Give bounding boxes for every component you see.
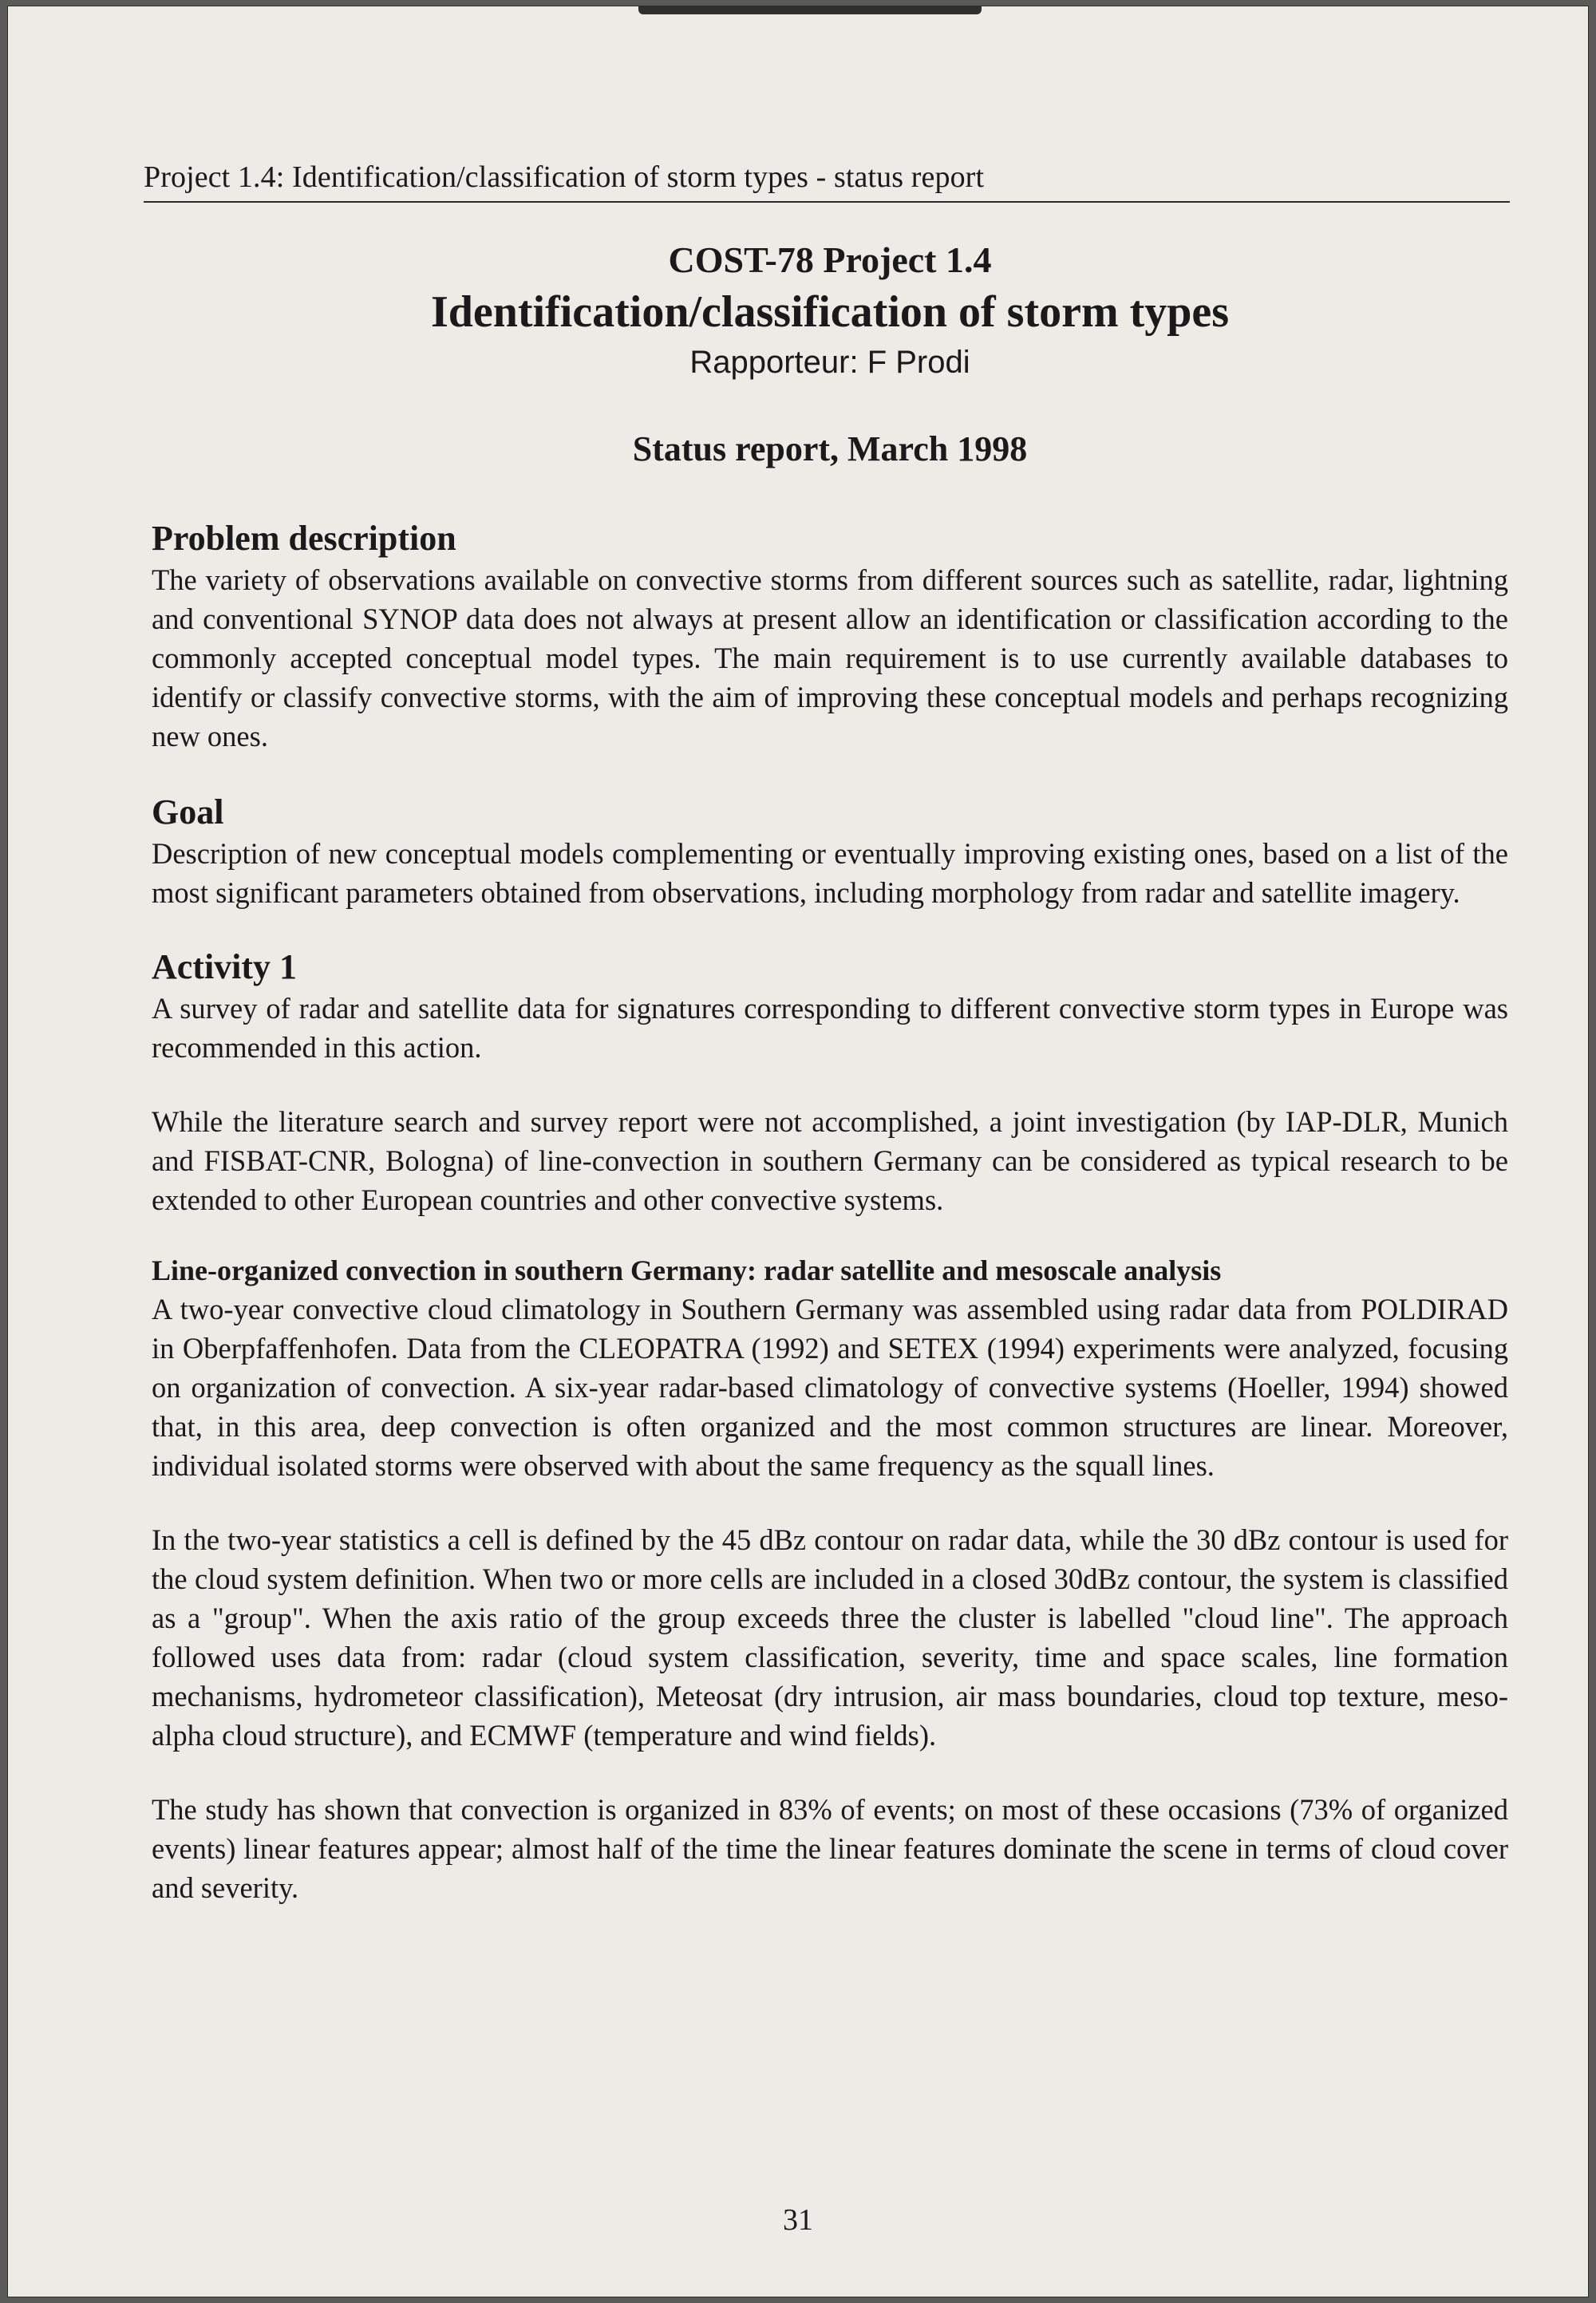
section-heading: Problem description <box>152 519 456 558</box>
section-activity-1 <box>152 946 1508 1219</box>
document-page <box>8 6 1588 2297</box>
page-number: 31 <box>783 2203 813 2237</box>
paragraph: A survey of radar and satellite data for signatures corresponding to different convective storm types in Europe was recommended in this action. <box>152 992 1508 1064</box>
page-content <box>152 228 1508 1907</box>
paragraph: The variety of observations available on convective storms from different sources such as satellite, radar, lightning and conventional SYNOP data does not always at present allow an identification or classification according to the commonly accepted conceptual model types. The main requirement is to use currently available databases to identify or classify convective storms, with the aim of improving these conceptual models and perhaps recognizing new ones. <box>152 563 1508 753</box>
paragraph: In the two-year statistics a cell is defined by the 45 dBz contour on radar data, while the 30 dBz contour is used for the cloud system definition. When two or more cells are included in a closed 30dBz contour, the system is classified as a "group". When the axis ratio of the group exceeds three the cluster is labelled "cloud line". The approach followed uses data from: radar (cloud system classification, severity, time and space scales, line formation mechanisms, hydrometeor classification), Meteosat (dry intrusion, air mass boundaries, cloud top texture, meso-alpha cloud structure), and ECMWF (temperature and wind fields). <box>152 1523 1508 1752</box>
header-rule <box>144 201 1510 203</box>
subsection-line-organized-convection <box>152 1251 1508 1907</box>
paragraph: A two-year convective cloud climatology in Southern Germany was assembled using radar data from POLDIRAD in Oberpfaffenhofen. Data from the CLEOPATRA (1992) and SETEX (1994) experiments were analyzed, focusing on organization of convection. A six-year radar-based climatology of convective systems (Hoeller, 1994) showed that, in this area, deep convection is often organized and the most common structures are linear. Moreover, individual isolated storms were observed with about the same frequency as the squall lines. <box>152 1293 1508 1482</box>
paragraph: Description of new conceptual models complementing or eventually improving existing ones, based on a list of the most significant parameters obtained from observations, including morphology from radar and satellite imagery. <box>152 837 1508 909</box>
running-header: Project 1.4: Identification/classification of storm types - status report <box>144 160 985 194</box>
document-title: Identification/classification of storm types <box>430 287 1230 337</box>
project-code: COST-78 Project 1.4 <box>668 239 992 280</box>
section-heading: Activity 1 <box>152 947 298 986</box>
rapporteur: Rapporteur: F Prodi <box>689 345 970 380</box>
section-problem-description <box>152 517 1508 756</box>
section-heading: Goal <box>152 792 224 832</box>
scan-edge-mark <box>638 6 982 14</box>
paragraph: The study has shown that convection is organized in 83% of events; on most of these occasions (73% of organized events) linear features appear; almost half of the time the linear features dominate the scene in terms of cloud cover and severity. <box>152 1793 1508 1904</box>
paragraph: While the literature search and survey report were not accomplished, a joint investigation (by IAP-DLR, Munich and FISBAT-CNR, Bologna) of line-convection in southern Germany can be considered as typical research to be extended to other European countries and other convective systems. <box>152 1105 1508 1216</box>
status-line: Status report, March 1998 <box>632 429 1028 468</box>
subsection-heading: Line-organized convection in southern Germany: radar satellite and mesoscale analysis <box>152 1254 1222 1286</box>
section-goal <box>152 791 1508 912</box>
title-block <box>152 236 1508 472</box>
